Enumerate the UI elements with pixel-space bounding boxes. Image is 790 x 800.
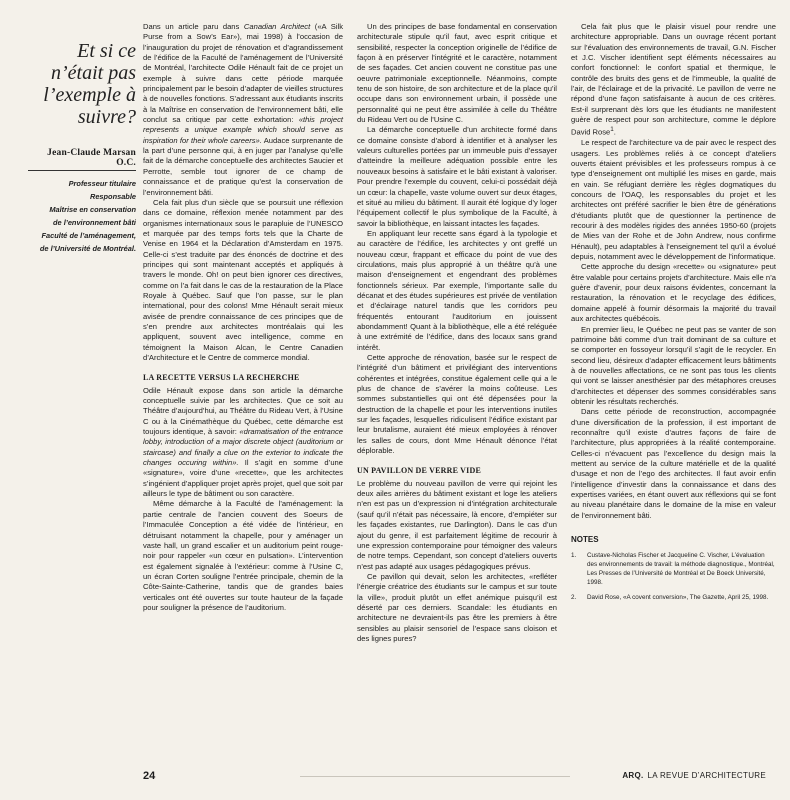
paragraph: Cela fait plus d’un siècle que se poursuit une réflexion dans ce domaine, réflexion menée notamment par des organismes internationaux sous le parapluie de l’UNESCO et marquée par des temps forts tels que la Charte de Venise en 1964 et la Déclaration d’Amsterdam en 1975. Celle-ci s’est traduite par des énoncés de doctrine et des principes qui sont maintenant acceptés et appliqués à travers le monde. Oh! on peut bien ignorer ces directives, comme on l’a fait dans le cas de la restauration de la Place Royale à Québec. Sauf que l’on passe, sur le plan international, pour des colons! Mme Hénault serait mieux avisée de prendre connaissance de ces principes que de s’en prendre aux architectes montréalais qui les appliquent, souvent avec intelligence, comme en témoignent la Maison Alcan, le Centre Canadien d’Architecture et le Centre de commerce mondial. xyxy=(143,197,343,362)
paragraph: Le respect de l’architecture va de pair avec le respect des usagers. Les problèmes reliés à ce concept d’ateliers ouverts étaient prévisibles et les professeurs rompus à ce type d’enseignement ont multiplié les mises en garde, mais en vain. Se réfugiant derrière les règles dogmatiques du concours de l’OAQ, les responsables du projet et les architectes ont préféré sacrifier le bien être de générations d’étudiants plutôt que de questionner la pertinence de recourir à des modèles rigides des années 1950-60 (projets de Mies van der Rohe et de John Andrew, nous confirme Hénault), peu adaptables à l’enseignement tel qu’il a évolué depuis, notamment avec le développement de l’informatique. xyxy=(571,138,776,262)
quotation: «this project represents a unique example which should serve as inspiration for their whole careers». xyxy=(143,115,343,145)
quotation: «dramatisation of the entrance lobby, introduction of a major discrete object (auditorium or staircase) and finally a clue on the exterior to indicate the changes occuring within». xyxy=(143,427,343,468)
affiliation-line: Faculté de l’aménagement, xyxy=(41,231,136,240)
author-affiliation xyxy=(28,177,136,255)
paragraph: En premier lieu, le Québec ne peut pas se vanter de son patrimoine bâti comme d’un trait dominant de sa culture et se comporter en fossoyeur lorsqu’il s’agit de le recycler. En second lieu, désireux d’adapter efficacement leurs bâtiments à de nouvelles affectations, ce ne sont pas tous les clients qui vont se laisser anesthésier par des métaphores creuses d’architectes et dépenser des sommes considérables sans obtenir les résultats recherchés. xyxy=(571,324,776,406)
paragraph xyxy=(143,386,343,500)
paragraph: Dans cette période de reconstruction, accompagnée d’une diversification de la profession, il est important de reconnaître qu’il existe d’autres façons de faire de l’architecture, plus appropriées à la réalité contemporaine. Celles-ci n’évacuent pas l’excellence du design mais la mettent au service de la culture matérielle et de la qualité d’usage et non de l’ego des architectes. Il faut avoir enfin l’intelligence d’investir dans la connaissance et dans des expertises variées, en étant ouvert aux réflexions qui se font au niveau planétaire dans le domaine de la mise en valeur de l’environnement bâti. xyxy=(571,407,776,520)
paragraph: Un des principes de base fondamental en conservation architecturale stipule qu’il faut, avec esprit critique et sensibilité, respecter la conception originelle de l’édifice de façon à en préserver l’intégrité et le caractère, notamment de ses façades. Cet ancien couvent ne constitue pas une oeuvre patrimoniale exceptionnelle. Néanmoins, compte tenu de son histoire, de son architecture et de la place qu’il occupe dans son environnement urbain, il possède une personnalité qui ne peut être assimilée à celle du Théâtre du Rideau Vert ou de l’Usine C. xyxy=(357,22,557,125)
text-run: Cela fait plus que le plaisir visuel pour rendre une architecture appropriable. Dans un ouvrage récent portant sur l’évaluation des environnements de travail, G.N. Fischer et J.C. Vischer identifient sept éléments nécessaires au confort fonctionnel: le confort spatial et thermique, le contrôle des bruits des gens et de l’immeuble, la qualité de l’air, de l’éclairage et de la privacité. Le pavillon de verre ne répond d’une façon satisfaisante à aucun de ces critères. Est-il surprenant dès lors que les étudiants ne manifestent guère de respect pour son architecture, comme le déplore David Rose xyxy=(571,22,776,137)
section-heading: LA RECETTE VERSUS LA RECHERCHE xyxy=(143,373,300,383)
sidebar xyxy=(28,40,136,255)
text-run: . xyxy=(613,127,616,137)
footnote-ref: 1 xyxy=(610,126,614,134)
paragraph: La démarche conceptuelle d’un architecte formé dans ce domaine consiste d’abord à identifier et à analyser les valeurs culturelles portées par un immeuble puis d’essayer d’atteindre la meilleure adéquation possible entre les nouveaux besoins à satisfaire et le bâti existant à valoriser. Pour prendre l’exemple du couvent, celui-ci possédait déjà un cœur: la chapelle, vaste volume ouvert sur deux étages, et situé au milieu du bâtiment. Il aurait été logique d’y loger l’équipement collectif le plus symbolique de la Faculté, à savoir la bibliothèque, en laissant intactes les façades. xyxy=(357,125,557,228)
column-1 xyxy=(143,22,343,613)
paragraph: Même démarche à la Faculté de l’aménagement: la partie centrale de l’ancien couvent des Soeurs de l’Immaculée Conception a été vidée de l’intérieur, en détruisant notamment la chapelle, pour y aménager un vaste hall, un grand escalier et un auditorium peint rouge-noir pour rappeler «un cœur en pulsation». L’intervention est également signalée à l’extérieur: comme à l’Usine C, un écran Corten souligne l’entrée principale, chemin de la Côte-Sainte-Catherine, tandis que de grandes baies verticales ont été ouvertes sur toute hauteur de la façade pour souligner la présence de l’auditorium. xyxy=(143,499,343,612)
paragraph xyxy=(143,22,343,198)
column-2 xyxy=(357,22,557,644)
paragraph: Le problème du nouveau pavillon de verre qui rejoint les deux ailes arrières du bâtiment existant et loge les ateliers n’en est pas un d’expression ni d’intégration architecturale (sauf qu’il n’était pas nécessaire, là encore, d’empiéter sur les façades existantes, rue Darlington). Dans le cas d’un ajout du genre, il est parfaitement légitime de recourir à une expression contemporaine pour témoigner des valeurs de notre temps. Cependant, son concept d’ateliers ouverts n’est pas adapté aux usages pédagogiques prévus. xyxy=(357,478,557,571)
paragraph: En appliquant leur recette sans égard à la typologie et au caractère de l’édifice, les architectes y ont greffé un nouveau cœur, frappant et efficace du point de vue des circulations, mais plus approprié à un théâtre qu’à une maison d’enseignement et engendrant des problèmes fonctionnels sérieux. Par exemple, l’importante salle du décanat et des études supérieures est privée de ventilation et d’éclairage naturel tandis que les corridors peu fréquentés entourant l’auditorium en jouissent abondamment! Quant à la bibliothèque, elle a été reléguée à une extrémité de l’édifice, dans des locaux sans grand intérêt. xyxy=(357,228,557,352)
note-number: 1. xyxy=(571,552,577,560)
note xyxy=(571,593,776,602)
text-run: Il s’agit en somme d’une «signature», voire d’une «recette», que les architectes s’ingénient d’appliquer projet après projet, quel que soit par ailleurs le type de bâtiment ou son caractère. xyxy=(143,458,343,499)
affiliation-line: Responsable xyxy=(89,192,136,201)
journal-abbr: ARQ. xyxy=(622,771,644,780)
paragraph: Ce pavillon qui devait, selon les architectes, «refléter l’énergie créatrice des étudiants sur le campus et sur toute la ville», produit plutôt un effet anémique puisqu’il est déserté par ces derniers. Scandale: les étudiants en architecture ne devraient-ils pas être les premiers à être sensibles au plaisir sensoriel de l’espace sans cloison et des lignes pures? xyxy=(357,571,557,643)
affiliation-line: de l’Université de Montréal. xyxy=(39,244,136,253)
paragraph: Cette approche du design «recette» ou «signature» peut être valable pour certains projets d’architecture. Mais elle n’a guère d’avenir, pour deux raisons évidentes, concernant la restauration, la rénovation et le recyclage des édifices, domaine appelé à fournir désormais la majorité du travail aux architectes québécois. xyxy=(571,262,776,324)
paragraph xyxy=(571,22,776,138)
affiliation-line: Professeur titulaire xyxy=(68,179,136,188)
text-run: Dans un article paru dans xyxy=(143,22,244,31)
affiliation-line: Maîtrise en conservation xyxy=(49,205,136,214)
journal-title: LA REVUE D’ARCHITECTURE xyxy=(647,771,766,780)
note-number: 2. xyxy=(571,594,577,602)
notes-heading: NOTES xyxy=(571,535,599,545)
journal-name xyxy=(622,771,766,780)
footer-rule xyxy=(300,776,570,777)
note-text: Custave-Nicholas Fischer et Jacqueline C. Vischer, L’évaluation des environnements de travail: la méthode diagnostique., Montréal, Les Presses de l’Université de Montréal et De Boeck Université, 1998. xyxy=(587,552,775,587)
magazine-title: Canadian Architect xyxy=(243,22,311,31)
paragraph: Cette approche de rénovation, basée sur le respect de l’intégrité d’un bâtiment et privilégiant des interventions cohérentes et intégrées, constitue également celle qui a le plus de chance de s’avérer la moins coûteuse. Les sommes substantielles qui ont été dépensées pour la destruction de la chapelle et pour les interventions inutiles sur les façades, lesquelles ridiculisent l’édifice existant par leur brutalisme, auraient été mieux employées à rénover les salles de cours, dont Mme Hénault dénonce l’état déplorable. xyxy=(357,353,557,456)
affiliation-line: de l’environnement bâti xyxy=(53,218,136,227)
text-run: («A Silk Purse from a Sow’s Ear»), mai 1998) à l’occasion de l’inauguration du projet de rénovation et d’agrandissement de l’édifice de la Faculté de l’aménagement de l’Université de Montréal, l’architecte Odile Hénault fait de ce projet un exemple à suivre dans cette période marquée principalement par le besoin d’adapter de vieilles structures à de nouvelles fonctions. S’adressant aux étudiants inscrits à la Maîtrise en conservation de l’environnement bâti, elle conclut sa critique par cette exhortation: xyxy=(143,22,343,125)
note xyxy=(571,551,776,587)
page-number: 24 xyxy=(143,770,156,782)
article-headline: Et si ce n’était pas l’exemple à suivre? xyxy=(43,40,136,128)
text-run: Audace surprenante de la part d’une personne qui, à en juger par l’analyse qu’elle fait de la démarche conceptuelle des architectes Saucier et Perrotte, semble tout ignorer de ce champ de connaissance et de pratique qu’est la conservation de l’environnement bâti. xyxy=(143,135,344,197)
text-run: Odile Hénault expose dans son article la démarche conceptuelle suivie par les architectes. Que ce soit au Théâtre d’aujourd’hui, au Théâtre du Rideau Vert, à l’Usine C ou à la Cinémathèque du Québec, cette démarche est toujours identique, à savoir: xyxy=(143,385,343,437)
section-heading: UN PAVILLON DE VERRE VIDE xyxy=(357,466,481,476)
author-byline: Jean-Claude Marsan O.C. xyxy=(28,148,136,171)
note-text: David Rose, «A covent conversion», The Gazette, April 25, 1998. xyxy=(587,594,769,602)
column-3 xyxy=(571,22,776,608)
